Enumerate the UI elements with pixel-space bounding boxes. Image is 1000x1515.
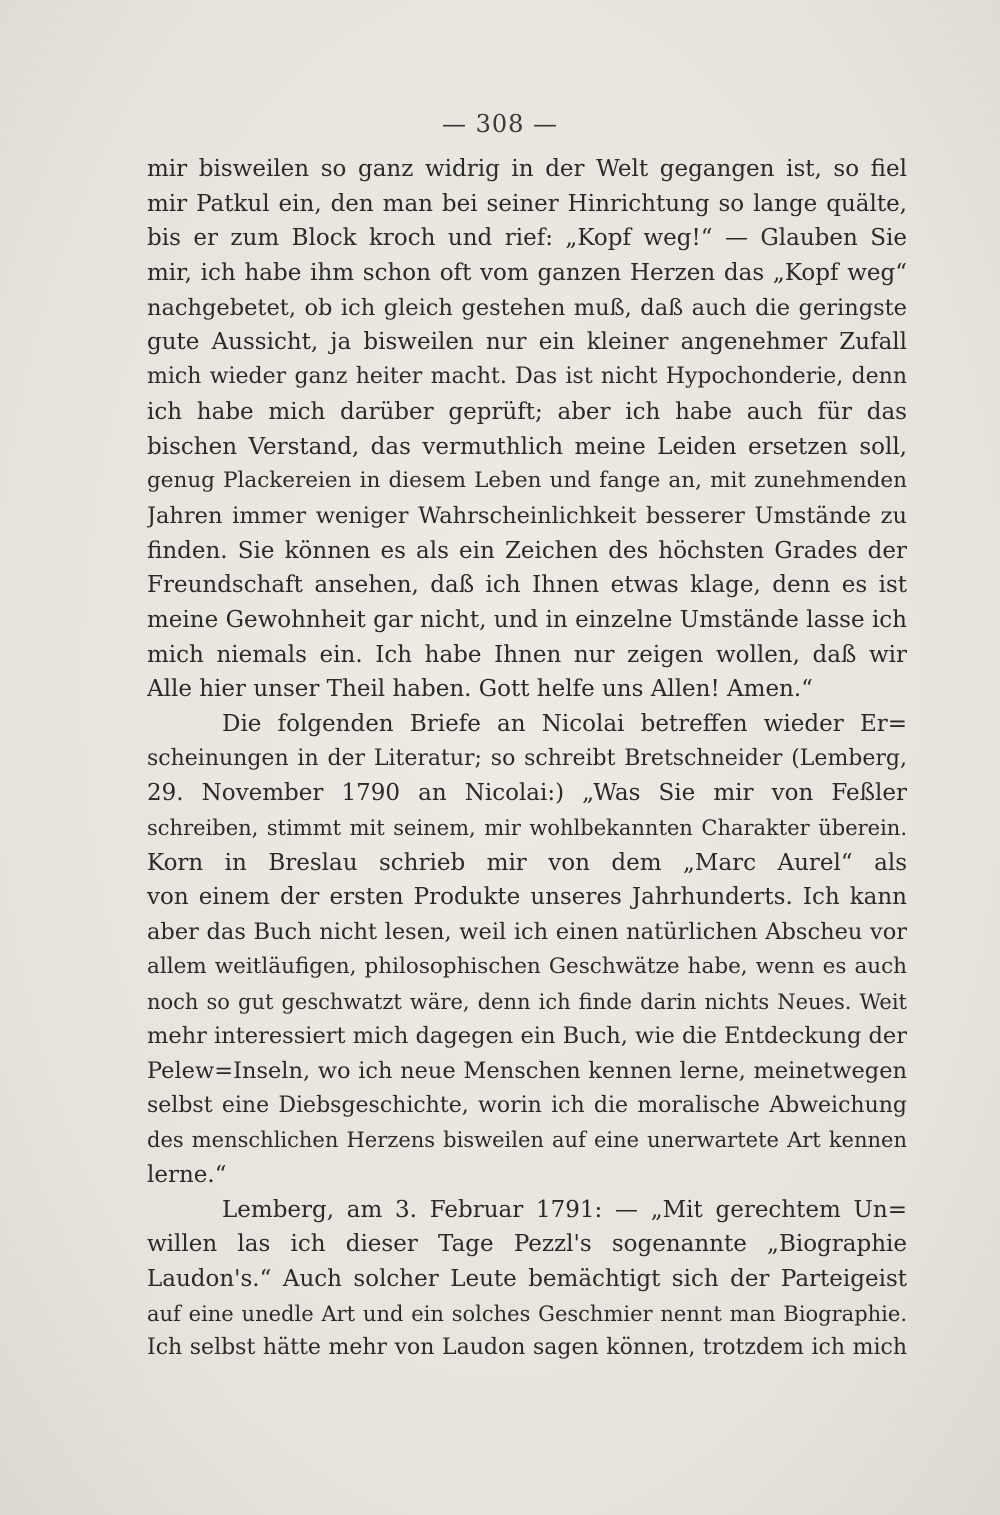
text-line: Korn in Breslau schrieb mir von dem „Marc Aurel“ als [147, 849, 907, 876]
text-line: Freundschaft ansehen, daß ich Ihnen etwas klage, denn es ist [147, 572, 907, 599]
page-number: — 308 — [441, 110, 559, 138]
text-line: bischen Verstand, das vermuthlich meine Leiden ersetzen soll, [147, 433, 907, 460]
text-line: noch so gut geschwatzt wäre, denn ich finde darin nichts Neues. Weit [147, 989, 907, 1014]
text-line: meine Gewohnheit gar nicht, und in einzelne Umstände lasse ich [147, 606, 907, 633]
text-line: aber das Buch nicht lesen, weil ich einen natürlichen Abscheu vor [147, 919, 907, 946]
text-line: bis er zum Block kroch und rief: „Kopf weg!“ — Glauben Sie [147, 225, 907, 252]
text-line: mir, ich habe ihm schon oft vom ganzen Herzen das „Kopf weg“ [147, 260, 907, 287]
text-line: mir bisweilen so ganz widrig in der Welt gegangen ist, so fiel [147, 156, 907, 182]
body-text [147, 152, 907, 1366]
text-line: Pelew=Inseln, wo ich neue Menschen kennen lerne, meinetwegen [147, 1057, 907, 1084]
text-line: Lemberg, am 3. Februar 1791: — „Mit gerechtem Un= [222, 1196, 907, 1223]
text-line: allem weitläufigen, philosophischen Geschwätze habe, wenn es auch [147, 953, 907, 979]
text-line: mich niemals ein. Ich habe Ihnen nur zeigen wollen, daß wir [147, 641, 907, 668]
text-line: des menschlichen Herzens bisweilen auf eine unerwartete Art kennen [147, 1128, 907, 1153]
text-line: ich habe mich darüber geprüft; aber ich habe auch für das [147, 398, 907, 425]
text-line: nachgebetet, ob ich gleich gestehen muß, daß auch die geringste [147, 294, 907, 321]
text-line: willen las ich dieser Tage Pezzl's sogenannte „Biographie [147, 1231, 907, 1258]
text-line: finden. Sie können es als ein Zeichen des höchsten Grades der [147, 537, 907, 564]
text-line: auf eine unedle Art und ein solches Geschmier nennt man Biographie. [147, 1301, 907, 1326]
text-line: Jahren immer weniger Wahrscheinlichkeit besserer Umstände zu [147, 502, 907, 529]
text-line: gute Aussicht, ja bisweilen nur ein kleiner angenehmer Zufall [147, 329, 907, 356]
text-line: Die folgenden Briefe an Nicolai betreffen wieder Er= [222, 711, 907, 737]
text-line: genug Plackereien in diesem Leben und fange an, mit zunehmenden [147, 468, 907, 494]
text-line: Laudon's.“ Auch solcher Leute bemächtigt sich der Parteigeist [147, 1266, 907, 1292]
text-line: Alle hier unser Theil haben. Gott helfe uns Allen! Amen.“ [147, 676, 813, 703]
text-line: mir Patkul ein, den man bei seiner Hinrichtung so lange quälte, [147, 190, 907, 217]
text-line: schreiben, stimmt mit seinem, mir wohlbekannten Charakter überein. [147, 816, 907, 841]
text-line: 29. November 1790 an Nicolai:) „Was Sie mir von Feßler [147, 780, 907, 807]
text-line: mehr interessiert mich dagegen ein Buch, wie die Entdeckung der [147, 1023, 907, 1050]
text-line: selbst eine Diebsgeschichte, worin ich die moralische Abweichung [147, 1092, 907, 1118]
text-line: lerne.“ [147, 1161, 227, 1188]
text-line: mich wieder ganz heiter macht. Das ist nicht Hypochonderie, denn [147, 364, 907, 390]
text-line: Ich selbst hätte mehr von Laudon sagen können, trotzdem ich mich [147, 1335, 907, 1361]
text-line: scheinungen in der Literatur; so schreibt Bretschneider (Lemberg, [147, 745, 907, 771]
text-line: von einem der ersten Produkte unseres Jahrhunderts. Ich kann [147, 884, 907, 911]
